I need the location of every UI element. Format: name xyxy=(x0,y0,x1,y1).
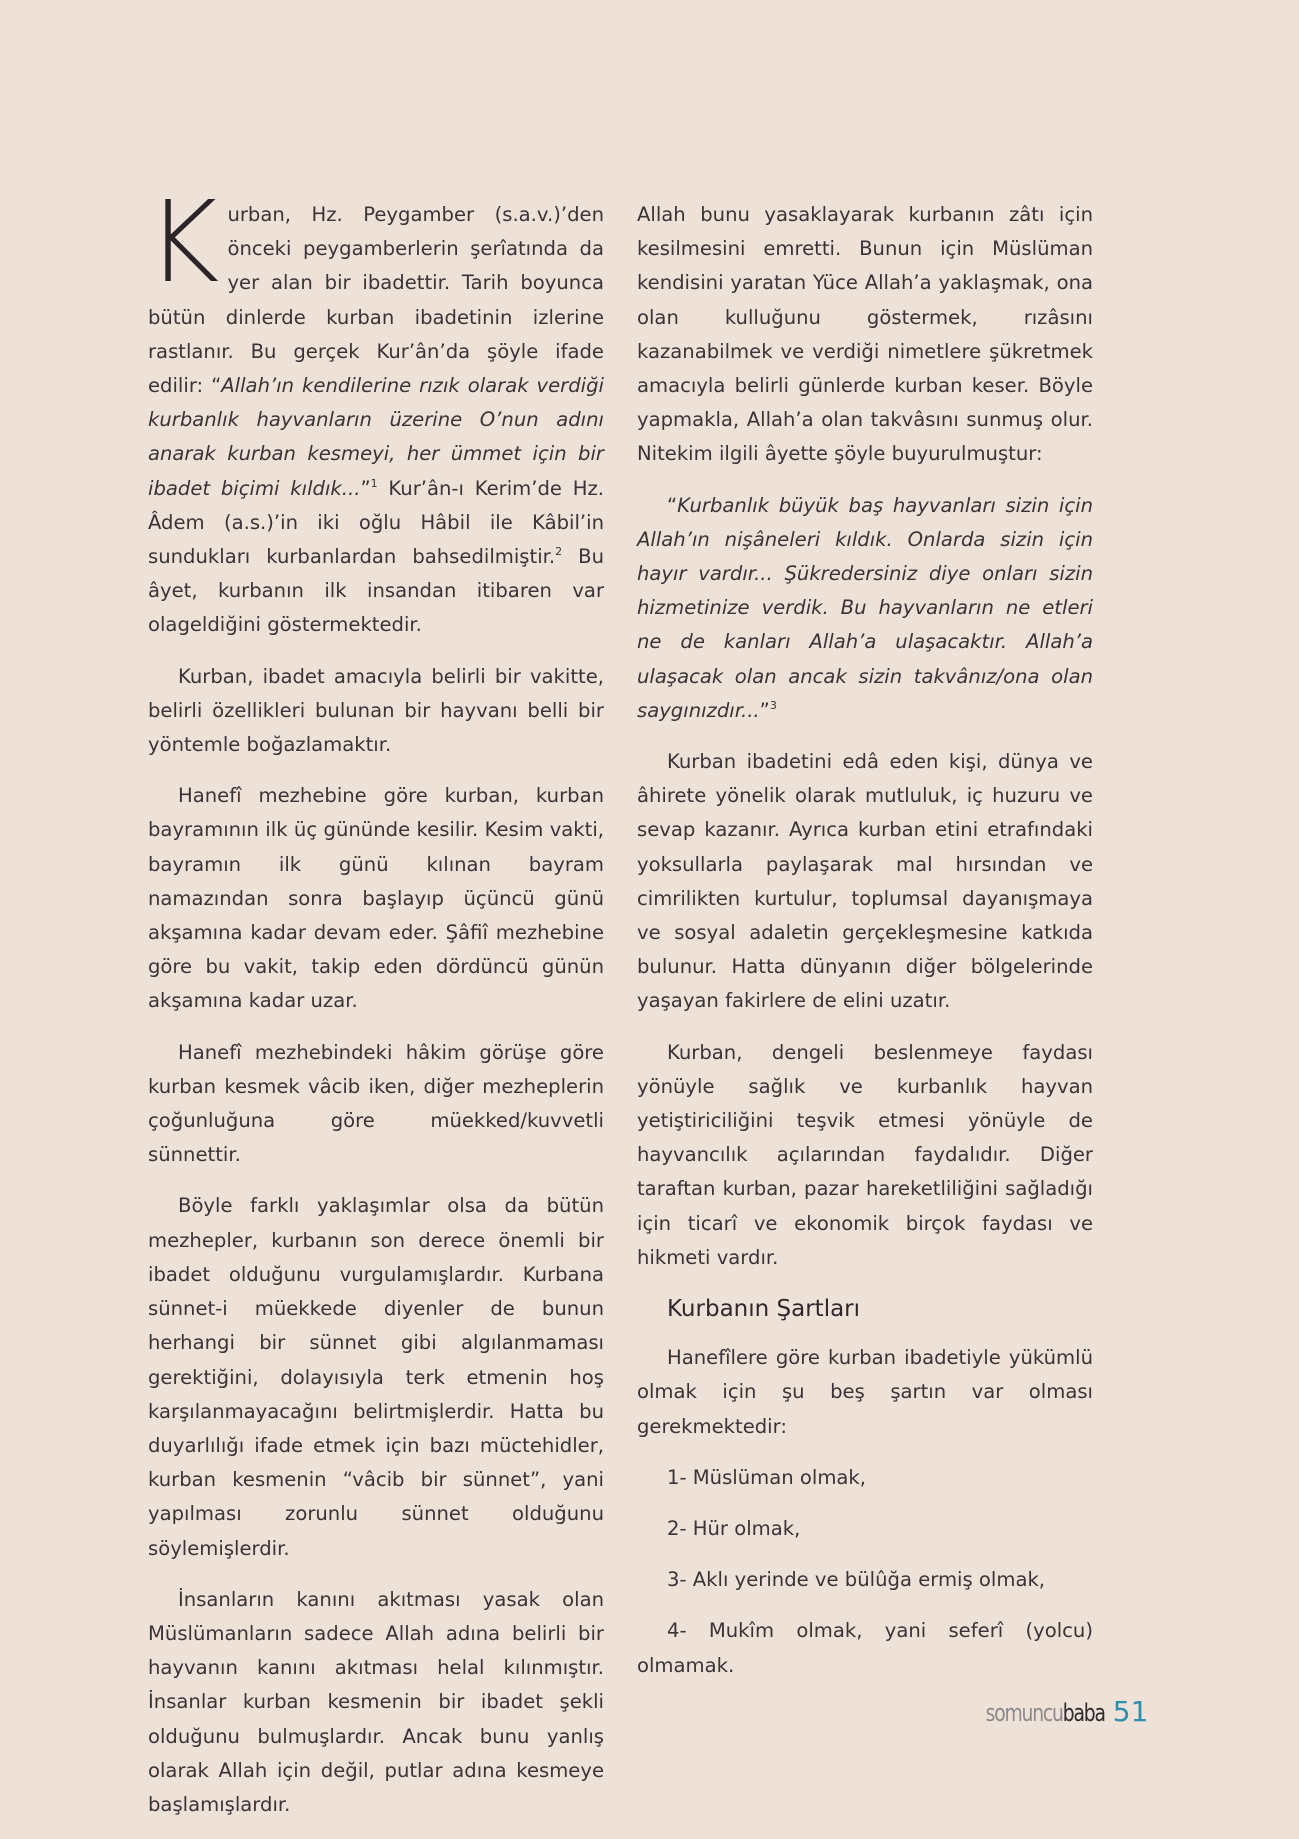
drop-cap: K xyxy=(146,178,220,308)
footnote-ref: 3 xyxy=(769,698,777,712)
paragraph: Hanefî mezhebine göre kurban, kurban bayramının ilk üç gününde kesilir. Kesim vakti, bayramın ilk günü kılınan bayram namazından sonra başlayıp üçüncü günü akşamına kadar devam eder. Şâfiî mezhebine göre bu vakit, takip eden dördüncü günün akşamına kadar uzar. xyxy=(148,784,604,1013)
verse-quote: “Kurbanlık büyük baş hayvanları sizin için Allah’ın nişâneleri kıldık. Onlarda sizin için hayır vardır... Şükredersiniz diye onları sizin hizmetinize verdik. Bu hayvanların ne etleri ne de kanları Allah’a ulaşacaktır. Allah’a ulaşacak olan ancak sizin takvânız/ona olan saygınızdır...”$^3$ xyxy=(637,493,1093,722)
footnote-ref: 2 xyxy=(555,545,563,559)
paragraph: Böyle farklı yaklaşımlar olsa da bütün mezhepler, kurbanın son derece önemli bir ibadet olduğunu vurgulamışlardır. Kurbana sünnet-i müekkede diyenler de bunun herhangi bir sünnet gibi algılanmaması gerektiğini, dolayısıyla terk etmenin hoş karşılanmayacağını belirtmişlerdir. Hatta bu duyarlılığı ifade etmek için bazı müctehidler, kurban kesmenin “vâcib bir sünnet”, yani yapılması zorunlu sünnet olduğunu söylemişlerdir. xyxy=(148,1194,604,1560)
paragraph: Kurban, dengeli beslenmeye faydası yönüyle sağlık ve kurbanlık hayvan yetiştiriciliğini teşvik etmesi yönüyle de hayvancılık açılarından faydalıdır. Diğer taraftan kurban, pazar hareketliliğini sağladığı için ticarî ve ekonomik birçok faydası ve hikmeti vardır. xyxy=(637,1040,1093,1269)
paragraph: Hanefîlere göre kurban ibadetiyle yükümlü olmak için şu beş şartın var olması gerekmektedir: xyxy=(637,1346,1093,1438)
paragraph: Kurban, ibadet amacıyla belirli bir vakitte, belirli özellikleri bulunan bir hayvanı belli bir yöntemle boğazlamaktır. xyxy=(148,664,604,757)
paragraph: Hanefî mezhebindeki hâkim görüşe göre kurban kesmek vâcib iken, diğer mezheplerin çoğunluğuna göre müekked/kuvvetli sünnettir. xyxy=(148,1040,604,1167)
right-column xyxy=(637,198,1093,1700)
quran-quote: Allah’ın kendilerine rızık olarak verdiği kurbanlık hayvanların üzerine O’nun adını anarak kurban kesmeyi, her ümmet için bir ibadet biçimi kıldık... xyxy=(148,374,604,500)
paragraph: Allah bunu yasaklayarak kurbanın zâtı için kesilmesini emretti. Bunun için Müslüman kendisini yaratan Yüce Allah’a yaklaşmak, ona olan kulluğunu göstermek, rızâsını kazanabilmek ve verdiği nimetlere şükretmek amacıyla belirli günlerde kurban keser. Böyle yapmakla, Allah’a olan takvâsını sunmuş olur. Nitekim ilgili âyette şöyle buyurulmuştur: xyxy=(637,203,1093,466)
intro-paragraph: Kurban, Hz. Peygamber (s.a.v.)’den önceki peygamberlerin şerîatında da yer alan bir ibadettir. Tarih boyunca bütün dinlerde kurban ibadetinin izlerine rastlanır. Bu gerçek Kur’ân’da şöyle ifade edilir: “Allah’ın kendilerine rızık olarak verdiği kurbanlık hayvanların üzerine O’nun adını anarak kurban kesmeyi, her ümmet için bir ibadet biçimi kıldık...”$^1$ Kur’ân-ı Kerim’de Hz. Âdem (a.s.)’in iki oğlu Hâbil ile Kâbil’in sundukları kurbanlardan bahsedilmiştir.$^2$ Bu âyet, kurbanın ilk insandan itibaren var olageldiğini göstermektedir. xyxy=(146,178,605,637)
page-number: 51 xyxy=(1112,1695,1149,1728)
magazine-logo: somuncubaba xyxy=(985,1699,1105,1727)
list-item: 4- Mukîm olmak, yani seferî (yolcu) olmamak. xyxy=(637,1619,1093,1677)
paragraph: Kurban ibadetini edâ eden kişi, dünya ve âhirete yönelik olarak mutluluk, iç huzuru ve sevap kazanır. Ayrıca kurban etini etrafındaki yoksullarla paylaşarak mal hırsından ve cimrilikten kurtulur, toplumsal dayanışmaya ve sosyal adaletin gerçekleşmesine katkıda bulunur. Hatta dünyanın diğer bölgelerinde yaşayan fakirlere de elini uzatır. xyxy=(637,750,1093,1013)
page-footer xyxy=(952,1695,1148,1737)
list-item: 3- Aklı yerinde ve bülûğa ermiş olmak, xyxy=(667,1568,1046,1592)
paragraph: İnsanların kanını akıtması yasak olan Müslümanların sadece Allah adına belirli bir hayvanın kanını akıtması helal kılınmıştır. İnsanlar kurban kesmenin bir ibadet şekli olduğunu bulmuşlardır. Ancak bunu yanlış olarak Allah için değil, putlar adına kesmeye başlamışlardır. xyxy=(148,1587,604,1816)
left-column xyxy=(146,178,605,1839)
footnote-ref: 1 xyxy=(370,476,378,490)
list-item: 1- Müslüman olmak, xyxy=(667,1465,866,1489)
list-item: 2- Hür olmak, xyxy=(667,1516,801,1540)
section-heading: Kurbanın Şartları xyxy=(667,1296,861,1323)
